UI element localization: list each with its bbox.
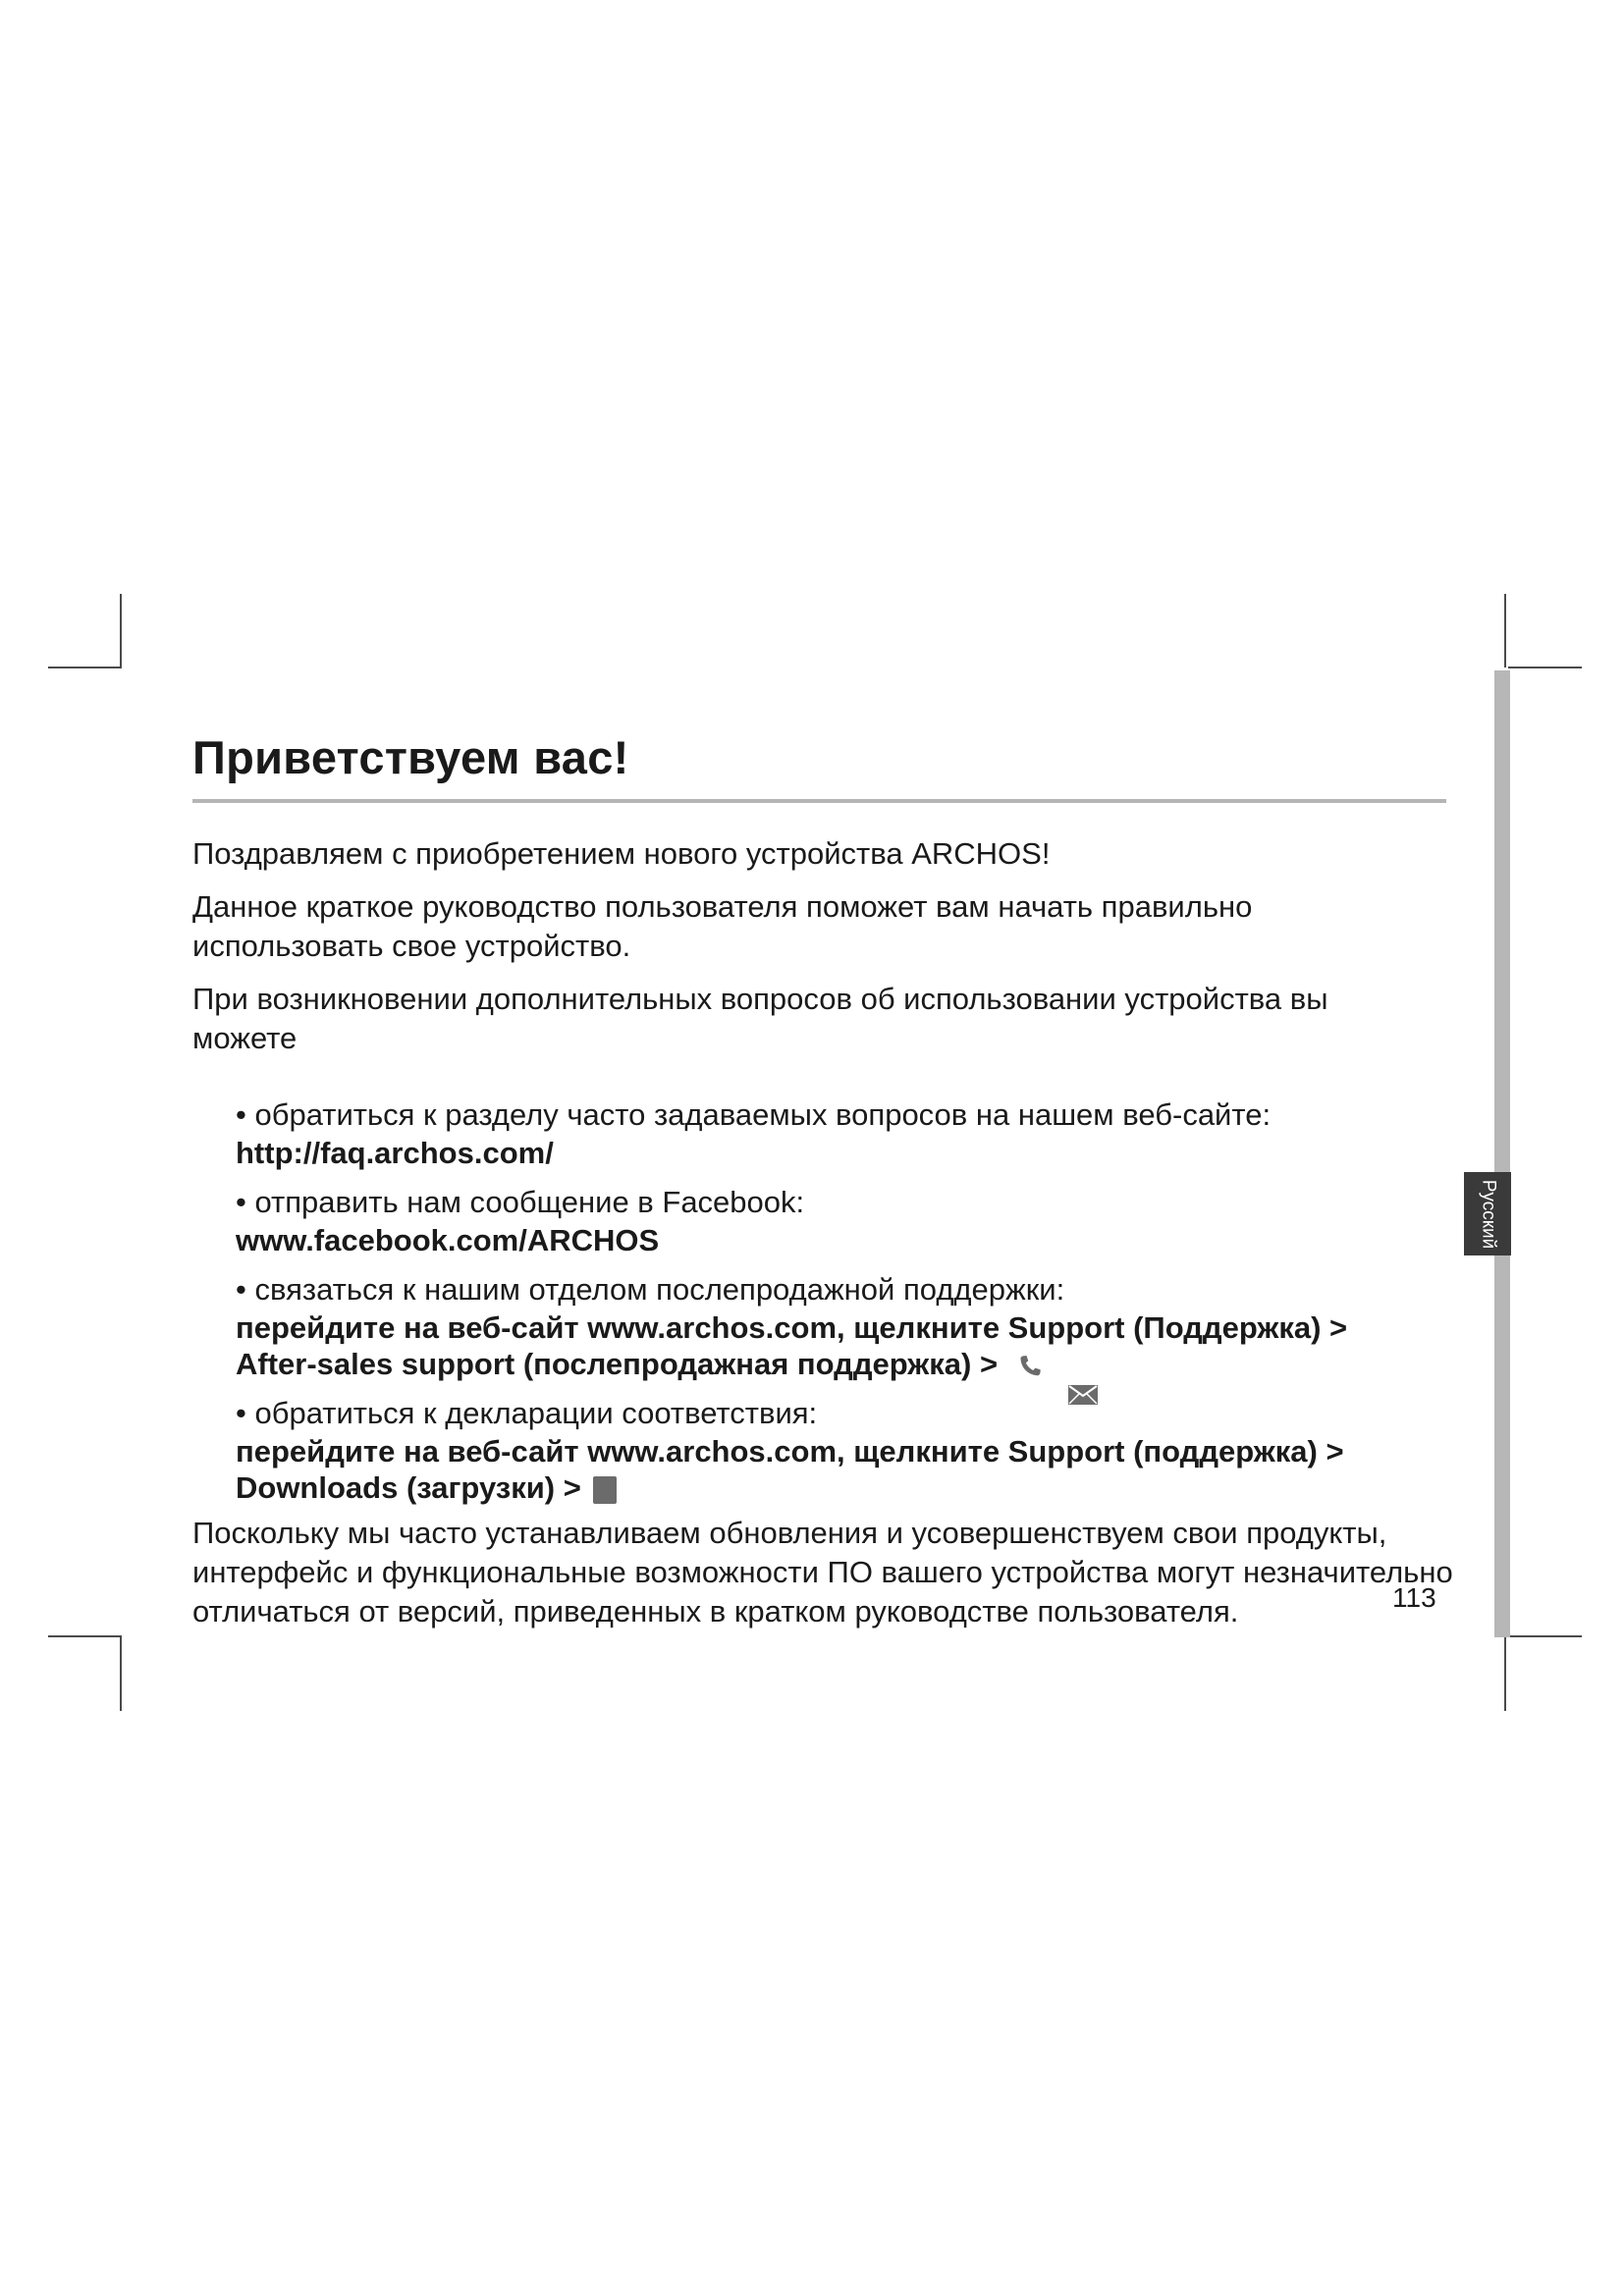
crop-mark <box>1504 594 1506 667</box>
bullet-text: • обратиться к декларации соответствия: <box>236 1396 818 1430</box>
list-item <box>236 1394 1469 1506</box>
page-title: Приветствуем вас! <box>192 731 629 783</box>
list-item <box>236 1183 1469 1258</box>
path-text: перейдите на веб-сайт www.archos.com, щелкните Support (Поддержка) > <box>236 1310 1348 1345</box>
intro-paragraph: Поздравляем с приобретением нового устройства ARCHOS! <box>192 836 1051 871</box>
language-tab-label: Русский <box>1478 1179 1498 1249</box>
title-divider <box>192 799 1446 803</box>
main-content <box>192 834 1469 1631</box>
support-path <box>236 1309 1469 1382</box>
intro-paragraph: Данное краткое руководство пользователя поможет вам начать правильно использовать свое устройство. <box>192 889 1253 963</box>
faq-link[interactable] <box>236 1135 1469 1171</box>
crop-mark <box>1508 1635 1582 1637</box>
link-text[interactable]: www.facebook.com/ARCHOS <box>236 1223 660 1257</box>
list-item <box>236 1095 1469 1171</box>
link-text[interactable]: http://faq.archos.com/ <box>236 1136 554 1170</box>
mail-icon <box>1067 1384 1099 1406</box>
support-list <box>236 1095 1469 1506</box>
crop-mark <box>120 1637 122 1711</box>
crop-mark <box>120 594 122 667</box>
crop-mark <box>1508 667 1582 668</box>
downloads-path <box>236 1433 1469 1506</box>
path-text: After-sales support (послепродажная поддержка) > <box>236 1347 999 1381</box>
crop-mark <box>48 667 122 668</box>
side-bar <box>1494 670 1510 1637</box>
phone-icon <box>1015 1352 1045 1381</box>
document-icon <box>593 1476 617 1504</box>
bullet-text: • связаться к нашим отделом послепродажной поддержки: <box>236 1272 1065 1307</box>
facebook-link[interactable] <box>236 1222 1469 1258</box>
bullet-text: • отправить нам сообщение в Facebook: <box>236 1185 805 1219</box>
page-number: 113 <box>1392 1582 1436 1613</box>
closing-paragraph: Поскольку мы часто устанавливаем обновления и усовершенствуем свои продукты, интерфейс и функциональные возможности ПО вашего устройства могут незначительно отличаться от версий, приведенных в кратком руководстве пользователя. <box>192 1516 1453 1629</box>
bullet-text: • обратиться к разделу часто задаваемых вопросов на нашем веб-сайте: <box>236 1097 1272 1132</box>
path-text: перейдите на веб-сайт www.archos.com, щелкните Support (поддержка) > <box>236 1434 1344 1468</box>
list-item <box>236 1270 1469 1382</box>
language-tab <box>1464 1172 1511 1255</box>
intro-paragraph: При возникновении дополнительных вопросов об использовании устройства вы можете <box>192 982 1328 1055</box>
crop-mark <box>48 1635 122 1637</box>
crop-mark <box>1504 1637 1506 1711</box>
path-text: Downloads (загрузки) > <box>236 1470 581 1505</box>
